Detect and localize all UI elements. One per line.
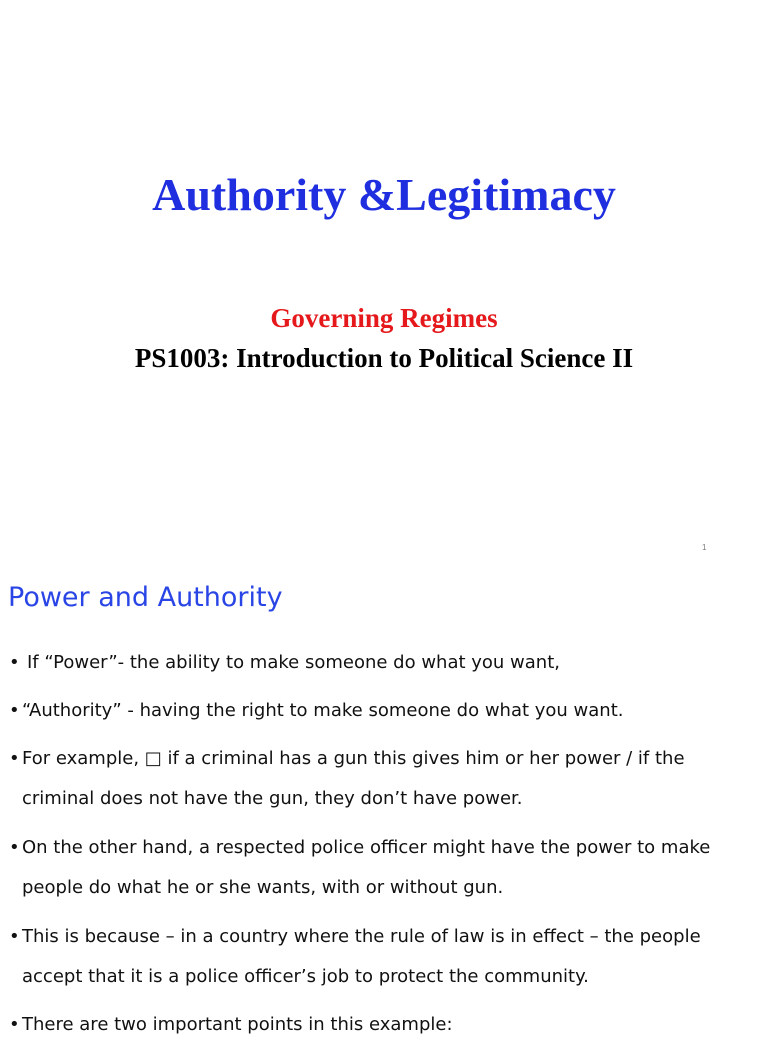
bullet-item <box>9 643 749 683</box>
bullet-text: For example, □ if a criminal has a gun this gives him or her power / if the criminal does not have the gun, they don’t have power. <box>22 748 685 809</box>
content-slide <box>0 565 768 1035</box>
bullet-marker: • <box>9 837 20 858</box>
bullet-text: On the other hand, a respected police officer might have the power to make people do what he or she wants, with or without gun. <box>22 837 711 898</box>
bullet-item <box>9 828 749 908</box>
slide-subtitle: Governing Regimes <box>270 303 498 333</box>
bullet-item <box>9 739 749 819</box>
slide-title: Authority &Legitimacy <box>152 169 616 220</box>
bullet-item <box>9 917 749 997</box>
bullet-item <box>9 691 749 731</box>
bullet-item <box>9 1005 749 1045</box>
bullet-text: There are two important points in this example: <box>22 1014 453 1035</box>
bullet-text: “Authority” - having the right to make someone do what you want. <box>22 700 624 721</box>
slide-heading: Power and Authority <box>8 582 283 613</box>
bullet-marker: • <box>9 1014 20 1035</box>
bullet-marker: • <box>9 926 20 947</box>
bullet-text: This is because – in a country where the rule of law is in effect – the people accept that it is a police officer’s job to protect the community. <box>22 926 701 987</box>
slide-page-number: 1 <box>702 543 707 552</box>
bullet-marker: • <box>9 652 20 673</box>
course-title: PS1003: Introduction to Political Science II <box>134 343 634 373</box>
bullet-marker: • <box>9 700 20 721</box>
bullet-text: If “Power”- the ability to make someone do what you want, <box>27 652 560 673</box>
bullet-marker: • <box>9 748 20 769</box>
